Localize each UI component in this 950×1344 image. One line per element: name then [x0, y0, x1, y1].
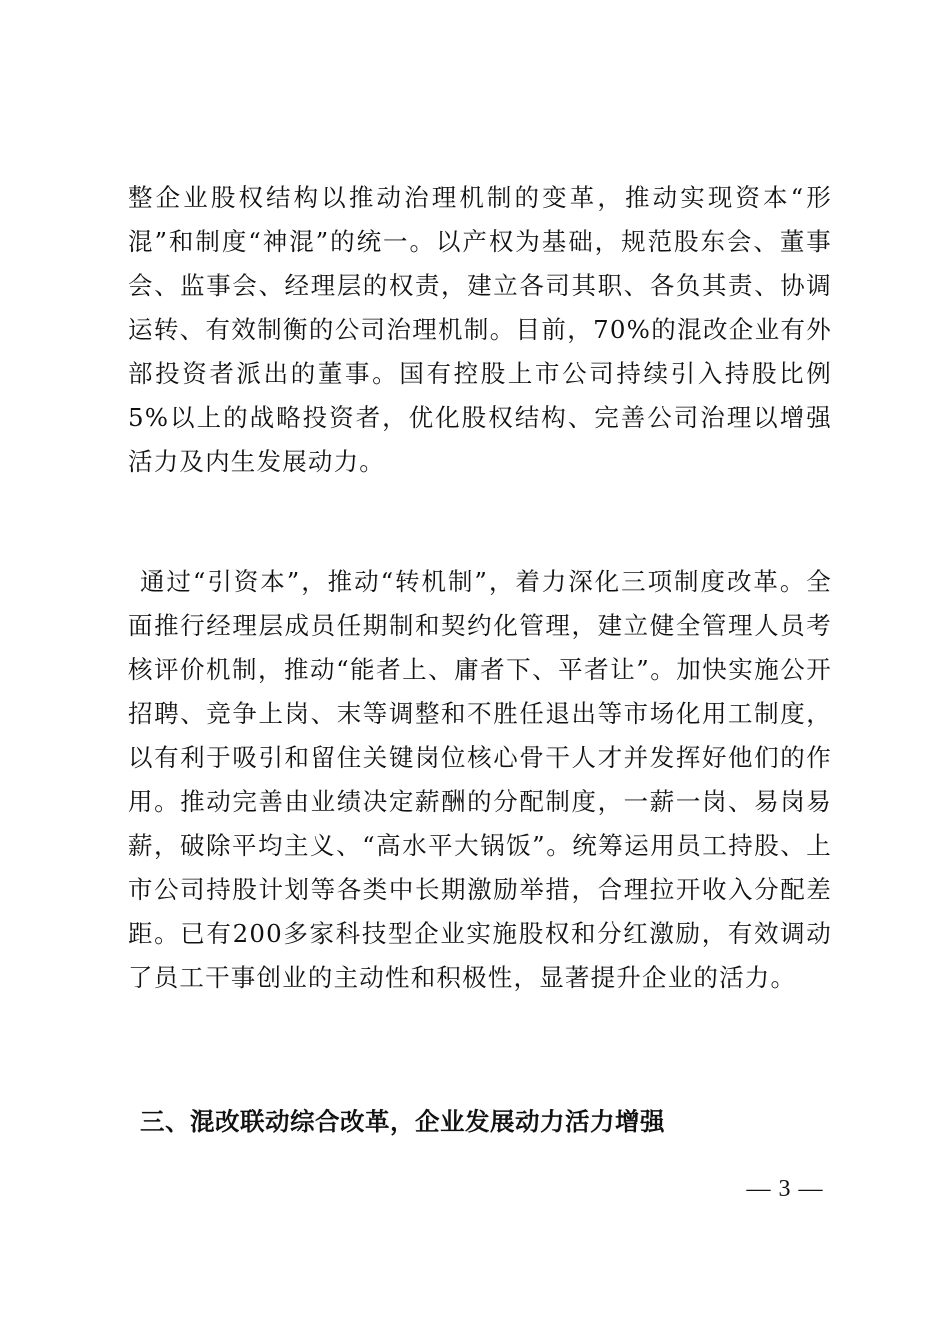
section-heading: 三、混改联动综合改革，企业发展动力活力增强 [140, 1107, 665, 1136]
body-paragraph-1: 整企业股权结构以推动治理机制的变革，推动实现资本“形混”和制度“神混”的统一。以产权为基础，规范股东会、董事会、监事会、经理层的权责，建立各司其职、各负其责、协调运转、有效制衡的公司治理机制。目前，70%的混改企业有外部投资者派出的董事。国有控股上市公司持续引入持股比例5%以上的战略投资者，优化股权结构、完善公司治理以增强活力及内生发展动力。 [128, 183, 832, 476]
page-number: — 3 — [746, 1176, 824, 1202]
body-paragraph-2: 通过“引资本”，推动“转机制”，着力深化三项制度改革。全面推行经理层成员任期制和契约化管理，建立健全管理人员考核评价机制，推动“能者上、庸者下、平者让”。加快实施公开招聘、竞争上岗、末等调整和不胜任退出等市场化用工制度，以有利于吸引和留住关键岗位核心骨干人才并发挥好他们的作用。推动完善由业绩决定薪酬的分配制度，一薪一岗、易岗易薪，破除平均主义、“高水平大锅饭”。统筹运用员工持股、上市公司持股计划等各类中长期激励举措，合理拉开收入分配差距。已有200多家科技型企业实施股权和分红激励，有效调动了员工干事创业的主动性和积极性，显著提升企业的活力。 [128, 567, 832, 992]
